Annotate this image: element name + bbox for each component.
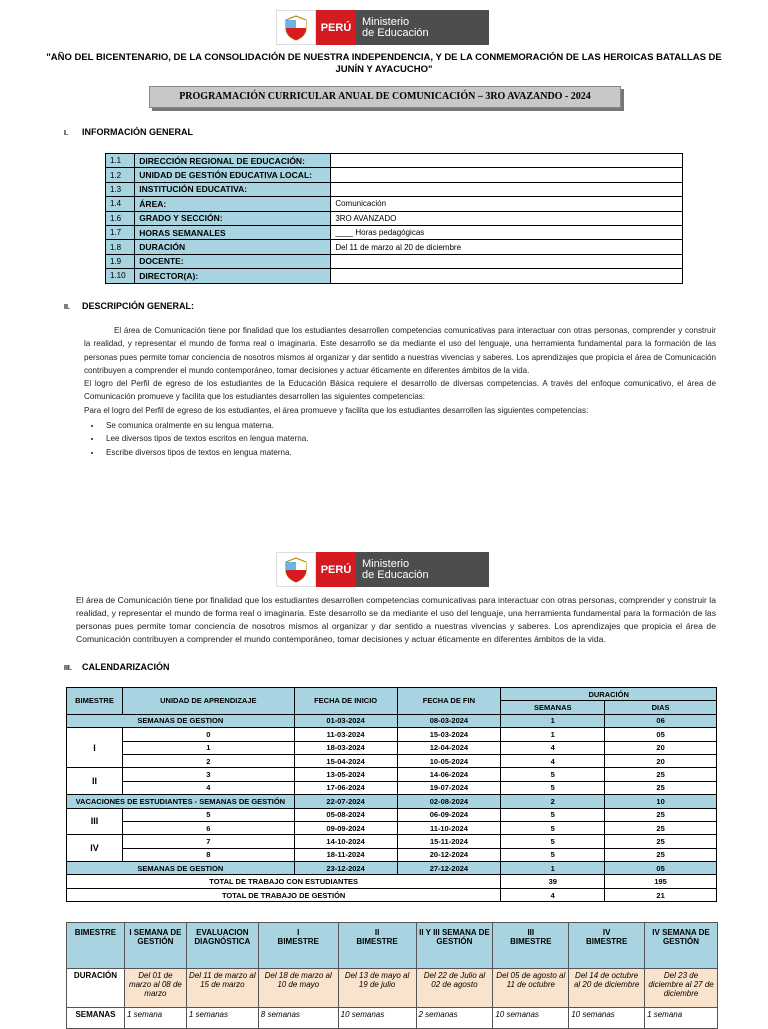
sched-header: IV SEMANA DE GESTIÓN (645, 923, 718, 969)
inicio-cell: 18-03-2024 (294, 741, 397, 754)
col-bimestre: BIMESTRE (67, 688, 123, 715)
fin-cell: 12-04-2024 (397, 741, 501, 754)
ministry-line1: Ministerio (362, 558, 410, 570)
duracion-cell: Del 14 de octubre al 20 de diciembre (569, 969, 645, 1008)
table-row (67, 714, 717, 727)
semanas-cell: 2 semanas (416, 1008, 493, 1029)
sched-header: BIMESTRE (67, 923, 125, 969)
table-row (67, 848, 717, 861)
table-row (67, 795, 717, 808)
table-row (106, 197, 683, 211)
info-num: 1.1 (106, 154, 135, 168)
semanas-cell: 5 (501, 821, 605, 834)
fin-cell: 19-07-2024 (397, 781, 501, 794)
unidad-cell: 1 (122, 741, 294, 754)
row-label: VACACIONES DE ESTUDIANTES - SEMANAS DE GESTIÓN (67, 795, 295, 808)
info-num: 1.7 (106, 225, 135, 239)
info-value: Del 11 de marzo al 20 de diciembre (331, 240, 683, 254)
inicio-cell: 05-08-2024 (294, 808, 397, 821)
total-semanas: 39 (501, 875, 605, 888)
semanas-cell: 1 (501, 728, 605, 741)
sched-header: IV BIMESTRE (569, 923, 645, 969)
section-number: III. (64, 665, 72, 672)
dias-cell: 20 (605, 754, 717, 767)
bimestre-cell: III (67, 808, 123, 835)
semanas-row (67, 1008, 718, 1029)
coat-of-arms-icon (276, 10, 316, 45)
inicio-cell: 01-03-2024 (294, 714, 397, 727)
description-text (84, 324, 716, 417)
inicio-cell: 18-11-2024 (294, 848, 397, 861)
col-fin: FECHA DE FIN (397, 688, 501, 715)
info-value (331, 269, 683, 283)
semanas-cell: 1 semanas (186, 1008, 258, 1029)
section-1-heading (64, 127, 193, 137)
inicio-cell: 15-04-2024 (294, 754, 397, 767)
row-label: DURACIÓN (67, 969, 125, 1008)
ministry-name (356, 10, 489, 45)
semanas-cell: 4 (501, 741, 605, 754)
table-row (106, 225, 683, 239)
duracion-cell: Del 18 de marzo al 10 de mayo (258, 969, 338, 1008)
duracion-cell: Del 13 de mayo al 19 de julio (338, 969, 416, 1008)
semanas-cell: 5 (501, 781, 605, 794)
col-dias: DIAS (605, 701, 717, 714)
ministry-name (356, 552, 489, 587)
dias-cell: 05 (605, 862, 717, 875)
section-title: INFORMACIÓN GENERAL (82, 127, 193, 137)
sched-header: II Y III SEMANA DE GESTIÓN (416, 923, 493, 969)
info-label: DOCENTE: (135, 254, 331, 268)
col-unidad: UNIDAD DE APRENDIZAJE (122, 688, 294, 715)
desc-paragraph-3: Para el logro del Perfil de egreso de los estudiantes, el área promueve y facilita que los estudiantes desarrollen las siguientes competencias: (84, 405, 589, 415)
total-dias: 21 (605, 888, 717, 901)
table-row (67, 781, 717, 794)
unidad-cell: 2 (122, 754, 294, 767)
section-number: I. (64, 130, 68, 137)
unidad-cell: 7 (122, 835, 294, 848)
row-label: SEMANAS DE GESTION (67, 862, 295, 875)
fin-cell: 02-08-2024 (397, 795, 501, 808)
total-label: TOTAL DE TRABAJO CON ESTUDIANTES (67, 875, 501, 888)
dias-cell: 10 (605, 795, 717, 808)
unidad-cell: 8 (122, 848, 294, 861)
bimestre-cell: I (67, 728, 123, 768)
sched-header: I SEMANA DE GESTIÓN (124, 923, 186, 969)
info-num: 1.8 (106, 240, 135, 254)
info-num: 1.6 (106, 211, 135, 225)
semanas-cell: 5 (501, 808, 605, 821)
semanas-cell: 10 semanas (569, 1008, 645, 1029)
section-number: II. (64, 304, 70, 311)
semanas-cell: 8 semanas (258, 1008, 338, 1029)
peru-brand: PERÚ (316, 10, 356, 45)
table-row (106, 269, 683, 283)
table-row (106, 254, 683, 268)
table-row (67, 741, 717, 754)
table-row (67, 821, 717, 834)
semanas-cell: 1 semana (124, 1008, 186, 1029)
schedule-table (66, 922, 718, 1029)
info-num: 1.10 (106, 269, 135, 283)
competencies-list (92, 421, 308, 461)
fin-cell: 08-03-2024 (397, 714, 501, 727)
dias-cell: 25 (605, 781, 717, 794)
duracion-cell: Del 23 de diciembre al 27 de diciembre (645, 969, 718, 1008)
col-duracion: DURACIÓN (501, 688, 717, 701)
info-value: 3RO AVANZADO (331, 211, 683, 225)
general-info-table (105, 153, 683, 284)
info-value: ____ Horas pedagógicas (331, 225, 683, 239)
info-label: DURACIÓN (135, 240, 331, 254)
info-num: 1.9 (106, 254, 135, 268)
info-value (331, 254, 683, 268)
inicio-cell: 11-03-2024 (294, 728, 397, 741)
fin-cell: 27-12-2024 (397, 862, 501, 875)
dias-cell: 20 (605, 741, 717, 754)
table-row (67, 728, 717, 741)
info-label: UNIDAD DE GESTIÓN EDUCATIVA LOCAL: (135, 168, 331, 182)
fin-cell: 10-05-2024 (397, 754, 501, 767)
info-label: HORAS SEMANALES (135, 225, 331, 239)
semanas-cell: 1 (501, 714, 605, 727)
dias-cell: 25 (605, 768, 717, 781)
table-row (106, 168, 683, 182)
table-row (67, 835, 717, 848)
fin-cell: 20-12-2024 (397, 848, 501, 861)
duracion-row (67, 969, 718, 1008)
table-row (106, 211, 683, 225)
info-value (331, 182, 683, 196)
table-row (106, 240, 683, 254)
inicio-cell: 23-12-2024 (294, 862, 397, 875)
ministry-line1: Ministerio (362, 16, 410, 28)
fin-cell: 14-06-2024 (397, 768, 501, 781)
unidad-cell: 5 (122, 808, 294, 821)
duracion-cell: Del 05 de agosto al 11 de octubre (493, 969, 569, 1008)
row-label: SEMANAS DE GESTION (67, 714, 295, 727)
dias-cell: 25 (605, 821, 717, 834)
total-dias: 195 (605, 875, 717, 888)
duracion-cell: Del 11 de marzo al 15 de marzo (186, 969, 258, 1008)
col-inicio: FECHA DE INICIO (294, 688, 397, 715)
fin-cell: 06-09-2024 (397, 808, 501, 821)
row-label: SEMANAS (67, 1008, 125, 1029)
info-value: Comunicación (331, 197, 683, 211)
unidad-cell: 0 (122, 728, 294, 741)
list-item: • Se comunica oralmente en su lengua materna. (102, 421, 308, 430)
desc-paragraph-1: El área de Comunicación tiene por finalidad que los estudiantes desarrollen competencias comunicativas para interactuar con otras personas, comprender y construir la realidad, y representar el mundo de forma real o imaginaria. Este desarrollo se da mediante el uso del lenguaje, una herramienta fundamental para la formación de las personas pues permite tomar conciencia de nosotros mismos al organizar y dar sentido a nuestras vivencias y saberes. Los aprendizajes que propicia el área de Comunicación contribuyen a comprender el mundo contemporáneo, tomar decisiones y actuar éticamente en diferentes ámbitos de la vida. (84, 326, 716, 375)
page2-description: El área de Comunicación tiene por finalidad que los estudiantes desarrollen competencias comunicativas para interactuar con otras personas, comprender y construir la realidad, y representar el mundo de forma real o imaginaria. Este desarrollo se da mediante el uso del lenguaje, una herramienta fundamental para la formación de las personas pues permite tomar conciencia de nosotros mismos al organizar y dar sentido a nuestras vivencias y saberes. Los aprendizajes que propicia el área de Comunicación contribuyen a comprender el mundo contemporáneo, tomar decisiones y actuar éticamente en diferentes ámbitos de la vida. (76, 595, 716, 644)
fin-cell: 11-10-2024 (397, 821, 501, 834)
total-row (67, 875, 717, 888)
minedu-logo-page2 (276, 552, 489, 587)
peru-brand: PERÚ (316, 552, 356, 587)
bimestre-cell: IV (67, 835, 123, 862)
inicio-cell: 09-09-2024 (294, 821, 397, 834)
unidad-cell: 6 (122, 821, 294, 834)
ministry-line2: de Educación (362, 27, 429, 39)
inicio-cell: 17-06-2024 (294, 781, 397, 794)
list-item: • Escribe diversos tipos de textos en lengua materna. (102, 448, 308, 457)
total-label: TOTAL DE TRABAJO DE GESTIÓN (67, 888, 501, 901)
inicio-cell: 14-10-2024 (294, 835, 397, 848)
fin-cell: 15-11-2024 (397, 835, 501, 848)
inicio-cell: 22-07-2024 (294, 795, 397, 808)
sched-header: EVALUACION DIAGNÓSTICA (186, 923, 258, 969)
total-row (67, 888, 717, 901)
table-row (67, 808, 717, 821)
inicio-cell: 13-05-2024 (294, 768, 397, 781)
list-item: • Lee diversos tipos de textos escritos en lengua materna. (102, 434, 308, 443)
sched-header: III BIMESTRE (493, 923, 569, 969)
total-semanas: 4 (501, 888, 605, 901)
duracion-cell: Del 01 de marzo al 08 de marzo (124, 969, 186, 1008)
semanas-cell: 2 (501, 795, 605, 808)
semanas-cell: 5 (501, 768, 605, 781)
info-label: DIRECTOR(A): (135, 269, 331, 283)
semanas-cell: 5 (501, 835, 605, 848)
desc-paragraph-2: El logro del Perfil de egreso de los estudiantes de la Educación Básica requiere el desarrollo de diversas competencias. A través del enfoque comunicativo, el área de Comunicación promueve y facilita que los estudiantes desarrollen las siguientes competencias: (84, 379, 716, 402)
section-2-heading (64, 301, 194, 311)
year-motto: "AÑO DEL BICENTENARIO, DE LA CONSOLIDACIÓN DE NUESTRA INDEPENDENCIA, Y DE LA CONMEMORACIÓN DE LAS HEROICAS BATALLAS DE JUNÍN Y AYACUCHO" (46, 52, 722, 75)
unidad-cell: 4 (122, 781, 294, 794)
dias-cell: 25 (605, 835, 717, 848)
info-label: INSTITUCIÓN EDUCATIVA: (135, 182, 331, 196)
fin-cell: 15-03-2024 (397, 728, 501, 741)
dias-cell: 25 (605, 848, 717, 861)
table-row (106, 154, 683, 168)
section-3-heading (64, 662, 170, 672)
info-num: 1.4 (106, 197, 135, 211)
section-title: DESCRIPCIÓN GENERAL: (82, 301, 195, 311)
info-num: 1.2 (106, 168, 135, 182)
info-num: 1.3 (106, 182, 135, 196)
col-semanas: SEMANAS (501, 701, 605, 714)
bimestre-cell: II (67, 768, 123, 795)
dias-cell: 25 (605, 808, 717, 821)
unidad-cell: 3 (122, 768, 294, 781)
coat-of-arms-icon (276, 552, 316, 587)
semanas-cell: 1 (501, 862, 605, 875)
info-value (331, 168, 683, 182)
sched-header: II BIMESTRE (338, 923, 416, 969)
info-label: ÁREA: (135, 197, 331, 211)
duracion-cell: Del 22 de Julio al 02 de agosto (416, 969, 493, 1008)
table-row (106, 182, 683, 196)
info-label: DIRECCIÓN REGIONAL DE EDUCACIÓN: (135, 154, 331, 168)
info-value (331, 154, 683, 168)
semanas-cell: 4 (501, 754, 605, 767)
ministry-line2: de Educación (362, 569, 429, 581)
info-label: GRADO Y SECCIÓN: (135, 211, 331, 225)
minedu-logo (276, 10, 489, 45)
semanas-cell: 1 semana (645, 1008, 718, 1029)
table-row (67, 754, 717, 767)
header-row (67, 923, 718, 969)
table-row (67, 862, 717, 875)
sched-header: I BIMESTRE (258, 923, 338, 969)
dias-cell: 06 (605, 714, 717, 727)
semanas-cell: 10 semanas (338, 1008, 416, 1029)
dias-cell: 05 (605, 728, 717, 741)
document-title: PROGRAMACIÓN CURRICULAR ANUAL DE COMUNICACIÓN – 3RO AVAZANDO - 2024 (149, 86, 621, 108)
section-title: CALENDARIZACIÓN (82, 662, 170, 672)
semanas-cell: 10 semanas (493, 1008, 569, 1029)
semanas-cell: 5 (501, 848, 605, 861)
calendar-table (66, 687, 717, 902)
table-row (67, 768, 717, 781)
